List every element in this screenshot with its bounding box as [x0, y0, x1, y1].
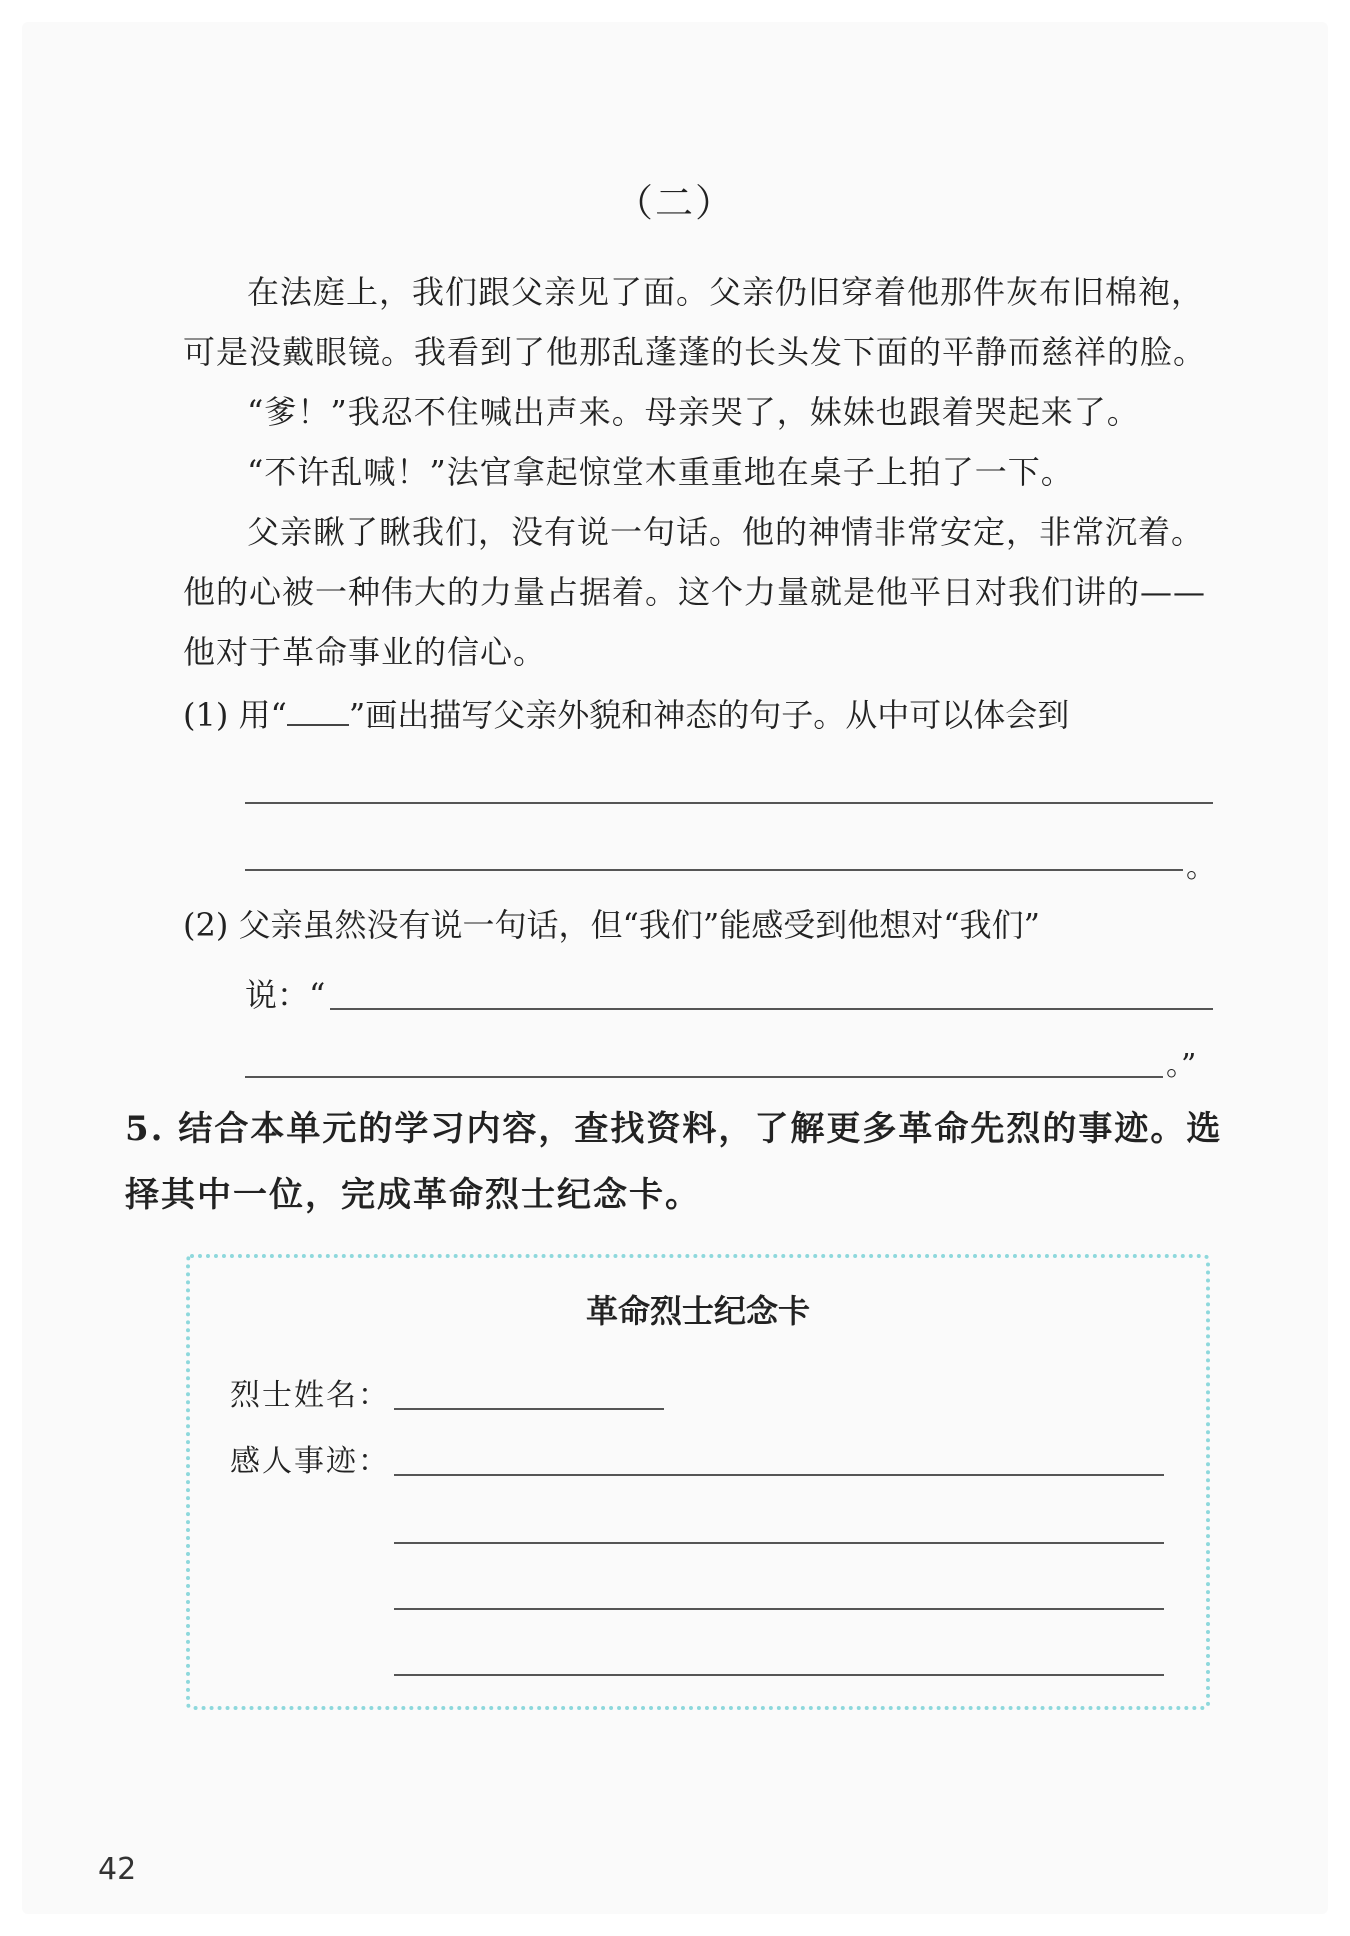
passage-paragraph-3: “不许乱喊！”法官拿起惊堂木重重地在桌子上拍了一下。: [247, 453, 1074, 491]
passage-paragraph-1: 在法庭上，我们跟父亲见了面。父亲仍旧穿着他那件灰布旧棉袍，可是没戴眼镜。我看到了他那乱蓬蓬的长头发下面的平静而慈祥的脸。: [183, 273, 1207, 371]
page-number: 42: [98, 1852, 137, 1887]
section-title: （二）: [614, 181, 735, 225]
question-1-end-mark: 。: [1186, 850, 1216, 885]
passage-paragraph-2: “爹！”我忍不住喊出声来。母亲哭了，妹妹也跟着哭起来了。: [247, 393, 1140, 431]
question-2-number: (2): [183, 906, 229, 944]
question-1-answer-line-2[interactable]: [245, 869, 1183, 871]
deeds-line-3[interactable]: [394, 1608, 1164, 1610]
question-2-prompt: 说：“: [245, 976, 326, 1014]
memorial-card: [186, 1254, 1210, 1710]
question-2-answer-line-2[interactable]: [245, 1076, 1163, 1078]
deeds-line-1[interactable]: [394, 1474, 1164, 1476]
question-2-end-mark: 。”: [1166, 1048, 1197, 1083]
memorial-card-title: 革命烈士纪念卡: [585, 1292, 810, 1330]
deeds-line-4[interactable]: [394, 1674, 1164, 1676]
question-1-answer-line-1[interactable]: [245, 802, 1213, 804]
question-1-text-before: 用“: [238, 696, 287, 734]
question-1-text-after: ”画出描写父亲外貌和神态的句子。从中可以体会到: [348, 696, 1070, 734]
question-1-number: (1): [183, 696, 229, 734]
question-2-text: 父亲虽然没有说一句话，但“我们”能感受到他想对“我们”: [238, 906, 1040, 944]
passage-paragraph-4: 父亲瞅了瞅我们，没有说一句话。他的神情非常安定，非常沉着。他的心被一种伟大的力量占据着。这个力量就是他平日对我们讲的——他对于革命事业的信心。: [183, 513, 1207, 671]
deeds-label: 感人事迹：: [230, 1444, 390, 1479]
question-1-underline-sample: [287, 700, 349, 726]
deeds-line-2[interactable]: [394, 1542, 1164, 1544]
martyr-name-label: 烈士姓名：: [230, 1378, 390, 1413]
question-2: [183, 895, 1213, 955]
task-5-instruction: 5. 结合本单元的学习内容，查找资料，了解更多革命先烈的事迹。选择其中一位，完成革命烈士纪念卡。: [125, 1109, 1223, 1215]
question-2-answer-line-1[interactable]: [330, 1008, 1213, 1010]
question-1: [183, 685, 1213, 745]
martyr-name-line[interactable]: [394, 1408, 664, 1410]
